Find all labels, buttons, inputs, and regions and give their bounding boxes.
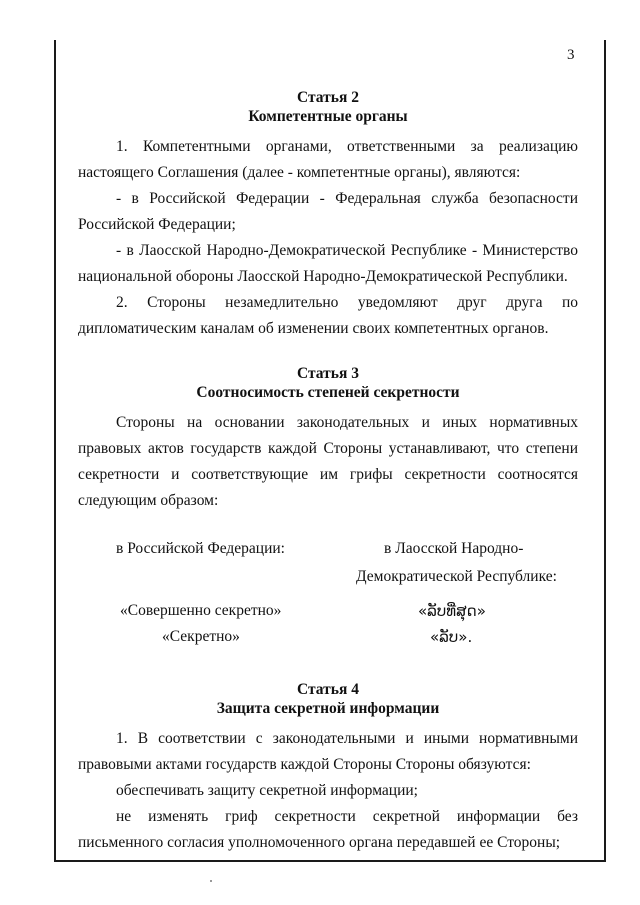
article-3-title: Статья 3 [297, 365, 359, 382]
article-2-p3-line1: - в Лаосской Народно-Демократической Республике - Министерство [116, 242, 578, 259]
table-right-header-line1: в Лаосской Народно- [384, 540, 524, 557]
table-left-header: в Российской Федерации: [116, 540, 285, 557]
classification-correspondence-table [78, 524, 578, 668]
article-3-heading [78, 364, 578, 402]
article-2-p2-line1: - в Российской Федерации - Федеральная служба безопасности [116, 190, 578, 207]
article-2-p4-line1: 2. Стороны незамедлительно уведомляют друг друга по [116, 294, 578, 311]
article-2-p1-line2: настоящего Соглашения (далее - компетентные органы), являются: [78, 164, 521, 181]
table-left-row1: «Совершенно секретно» [120, 602, 282, 619]
article-3-p1-line4: следующим образом: [78, 492, 219, 509]
article-4-p3-line2: письменного согласия уполномоченного органа передавшей ее Стороны; [78, 834, 561, 851]
article-2-p4-line2: дипломатическим каналам об изменении своих компетентных органов. [78, 320, 549, 337]
article-4-p2-line1: обеспечивать защиту секретной информации; [116, 782, 418, 799]
article-4-p3-line1: не изменять гриф секретности секретной информации без [116, 808, 578, 825]
scan-speck [210, 880, 212, 882]
article-2-p3-line2: национальной обороны Лаосской Народно-Демократической Республики. [78, 268, 568, 285]
article-2-title: Статья 2 [297, 89, 359, 106]
table-right-row2: «ລັບ». [430, 628, 473, 646]
article-3-subtitle: Соотносимость степеней секретности [196, 384, 460, 401]
article-3-p1-line2: правовых актов государств каждой Стороны устанавливают, что степени [78, 440, 578, 457]
article-3-p1-line1: Стороны на основании законодательных и иных нормативных [116, 414, 578, 431]
document-body [78, 88, 578, 856]
article-4-p1-line1: 1. В соответствии с законодательными и иными нормативными [116, 730, 578, 747]
article-4-subtitle: Защита секретной информации [216, 700, 440, 717]
page-number: 3 [567, 47, 575, 63]
table-left-row2: «Секретно» [162, 628, 240, 645]
table-right-header-line2: Демократической Республике: [356, 568, 557, 585]
table-right-row1: «ລັບທີ່ສຸດ» [418, 602, 486, 620]
article-4-title: Статья 4 [297, 681, 359, 698]
article-2-p2-line2: Российской Федерации; [78, 216, 236, 233]
article-2-subtitle: Компетентные органы [248, 108, 408, 125]
article-2-p1-line1: 1. Компетентными органами, ответственными за реализацию [116, 138, 578, 155]
article-4-heading [78, 680, 578, 718]
article-3-p1-line3: секретности и соответствующие им грифы секретности соотносятся [78, 466, 578, 483]
article-2-heading [78, 88, 578, 126]
article-4-p1-line2: правовыми актами государств каждой Стороны Стороны обязуются: [78, 756, 531, 773]
